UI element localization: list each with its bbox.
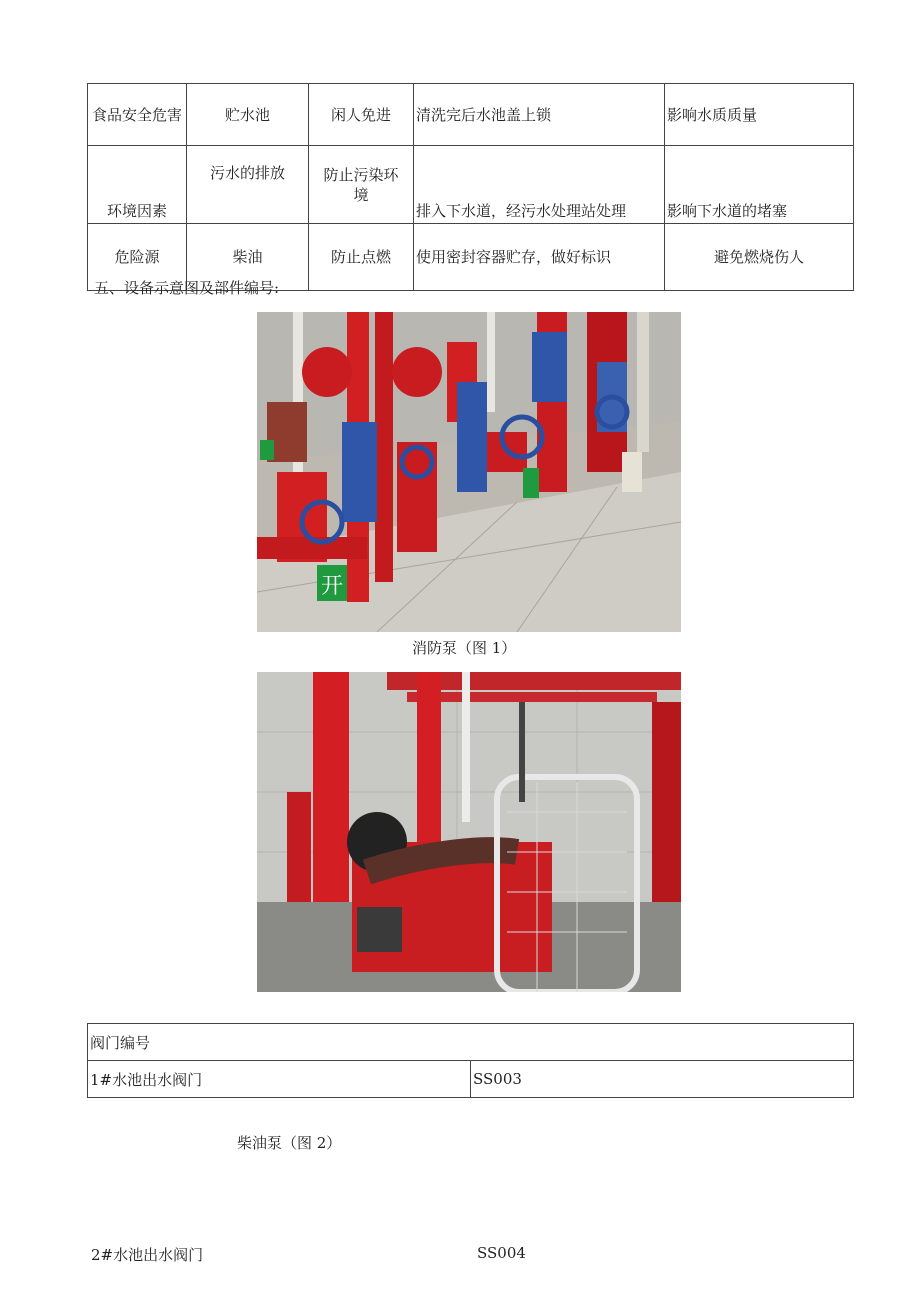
valve-table: [87, 1023, 854, 1098]
valve-name: 1#水池出水阀门: [88, 1061, 471, 1098]
table-cell: 防止污染环境: [309, 146, 414, 224]
table-cell: 柴油: [187, 224, 309, 291]
open-sign-label: 开: [320, 574, 344, 599]
table-cell: 影响水质质量: [665, 84, 854, 146]
figure-caption: 消防泵（图 1）: [412, 639, 517, 657]
table-cell: 闲人免进: [309, 84, 414, 146]
valve-code: SS004: [477, 1244, 526, 1262]
table-cell: 食品安全危害: [88, 84, 187, 146]
table-cell: 清洗完后水池盖上锁: [414, 84, 665, 146]
table-cell: 危险源: [88, 224, 187, 291]
table-row: [88, 146, 854, 224]
hazard-table: [87, 83, 854, 291]
table-row: [88, 1061, 854, 1098]
table-cell: 环境因素: [88, 146, 187, 224]
table-row: [88, 84, 854, 146]
table-cell: 使用密封容器贮存，做好标识: [414, 224, 665, 291]
section-heading: 五、设备示意图及部件编号:: [94, 279, 280, 297]
figure-caption: 柴油泵（图 2）: [237, 1134, 342, 1152]
diesel-pump-photo: [257, 672, 681, 992]
table-cell: 排入下水道，经污水处理站处理: [414, 146, 665, 224]
table-cell: 防止点燃: [309, 224, 414, 291]
table-cell: 贮水池: [187, 84, 309, 146]
valve-name: 2#水池出水阀门: [91, 1246, 204, 1264]
table-header-row: [88, 1024, 854, 1061]
table-cell: 污水的排放: [187, 146, 309, 224]
table-cell: 避免燃烧伤人: [665, 224, 854, 291]
valve-code: SS003: [471, 1061, 854, 1098]
table-cell: 影响下水道的堵塞: [665, 146, 854, 224]
fire-pump-photo: [257, 312, 681, 632]
valve-table-header: 阀门编号: [88, 1024, 854, 1061]
